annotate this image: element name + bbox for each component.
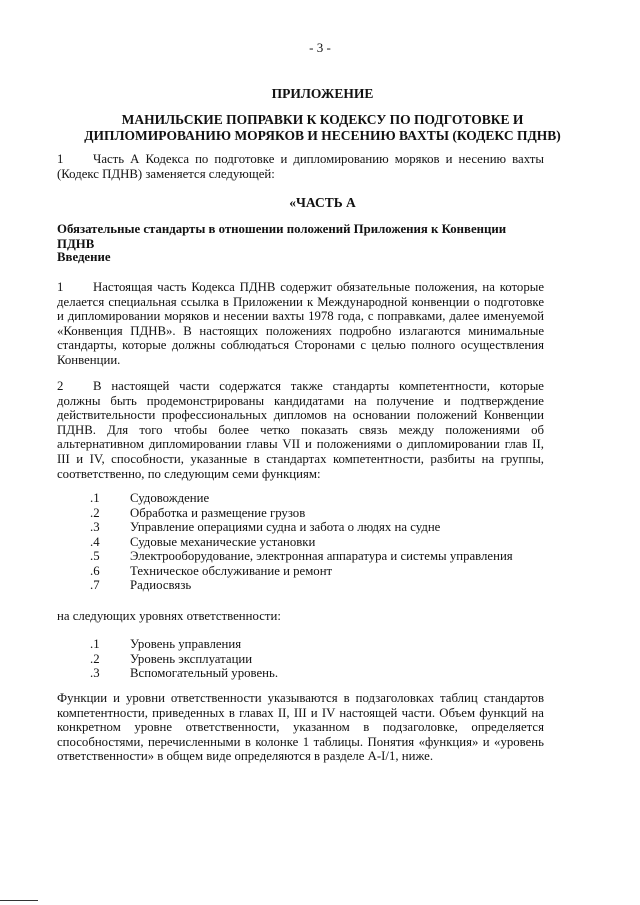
paragraph-text: Настоящая часть Кодекса ПДНВ содержит обязательные положения, на которые делается специальная ссылка в Приложении к Международной конвенции о подготовке и дипломировании моряков и несении вахты 1978 года, с поправками, далее именуемой «Конвенция ПДНВ». В настоящих положениях подробно излагаются минимальные стандарты, которые должны соблюдаться Сторонами с целью полного осуществления Конвенции.: [57, 280, 544, 367]
list-item: .2 Уровень эксплуатации: [90, 651, 253, 666]
introduction-heading: Введение: [57, 250, 111, 264]
list-item: .7 Радиосвязь: [90, 578, 192, 592]
subtitle-line-1: МАНИЛЬСКИЕ ПОПРАВКИ К КОДЕКСУ ПО ПОДГОТОВКЕ И: [121, 112, 524, 127]
paragraph-number: 2: [57, 379, 64, 393]
paragraph-3: Функции и уровни ответственности указываются в подзаголовках таблиц стандартов компетентности, приведенных в главах II, III и IV настоящей части. Объем функций на конкретном уровне ответственности, указанном в подзаголовке, определяется способностями, перечисленными в колонке 1 таблицы. Понятия «функция» и «уровень ответственности» в общем виде определяются в разделе A-I/1, ниже.: [57, 691, 544, 764]
list-item: .4 Судовые механические установки: [90, 534, 316, 549]
paragraph-text: Часть А Кодекса по подготовке и дипломированию моряков и несению вахты (Кодекс ПДНВ) заменяется следующей:: [57, 152, 544, 181]
document-subtitle: [55, 112, 590, 144]
paragraph-number: 1: [57, 280, 64, 294]
part-subheading: Обязательные стандарты в отношении положений Приложения к Конвенции ПДНВ: [57, 222, 507, 251]
list-item: .2 Обработка и размещение грузов: [90, 505, 306, 520]
intro-paragraph: [57, 152, 544, 181]
levels-intro: на следующих уровнях ответственности:: [57, 609, 281, 623]
paragraph-1: [57, 280, 544, 368]
list-item: .6 Техническое обслуживание и ремонт: [90, 563, 333, 578]
functions-list: [90, 491, 513, 593]
paragraph-2: [57, 379, 544, 481]
part-heading: «ЧАСТЬ А: [289, 195, 356, 210]
footer-rule: [0, 900, 38, 901]
list-item: .3 Вспомогательный уровень.: [90, 666, 279, 680]
list-item: .3 Управление операциями судна и забота о людях на судне: [90, 520, 441, 534]
paragraph-text: В настоящей части содержатся также стандарты компетентности, которые должны быть продемонстрированы кандидатами на получение и подтверждение действительности профессиональных дипломов на основании положений Конвенции ПДНВ. Для того чтобы более четко показать связь между положениями об альтернативном дипломировании главы VII и положениями о дипломировании глав II, III и IV, способности, указанные в стандартах компетентности, разбиты на группы, соответственно, по следующим семи функциям:: [57, 379, 544, 481]
list-item: .1 Уровень управления: [90, 637, 242, 651]
levels-list: [90, 637, 278, 681]
subtitle-line-2: ДИПЛОМИРОВАНИЮ МОРЯКОВ И НЕСЕНИЮ ВАХТЫ (КОДЕКС ПДНВ): [84, 128, 561, 143]
list-item: .1 Судовождение: [90, 491, 210, 505]
paragraph-number: 1: [57, 152, 64, 166]
document-title: ПРИЛОЖЕНИЕ: [271, 86, 374, 101]
list-item: .5 Электрооборудование, электронная аппаратура и системы управления: [90, 549, 513, 563]
page-number: - 3 -: [309, 40, 331, 55]
